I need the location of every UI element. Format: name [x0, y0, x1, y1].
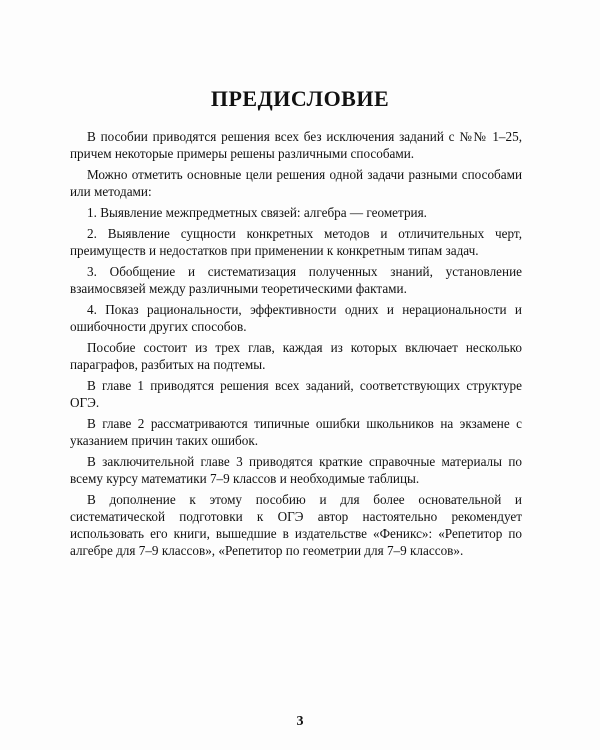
paragraph-chapter-2: В главе 2 рассматриваются типичные ошибки школьников на экзамене с указанием причин таких ошибок. — [70, 416, 522, 448]
paragraph-intro: В пособии приводятся решения всех без исключения заданий с №№ 1–25, причем некоторые примеры решены различными способами. — [70, 129, 522, 161]
paragraph-goal-1: 1. Выявление межпредметных связей: алгебра — геометрия. — [87, 205, 427, 220]
preface-body — [70, 128, 522, 563]
page-number: 3 — [296, 714, 304, 729]
paragraph-goal-3: 3. Обобщение и систематизация полученных знаний, установление взаимосвязей между различными теоретическими фактами. — [70, 264, 522, 296]
paragraph-goal-4: 4. Показ рациональности, эффективности одних и нерациональности и ошибочности других способов. — [70, 302, 522, 334]
paragraph-goals-intro: Можно отметить основные цели решения одной задачи разными способами или методами: — [70, 167, 522, 199]
paragraph-chapter-1: В главе 1 приводятся решения всех заданий, соответствующих структуре ОГЭ. — [70, 378, 522, 410]
paragraph-chapter-3: В заключительной главе 3 приводятся краткие справочные материалы по всему курсу математики 7–9 классов и необходимые таблицы. — [70, 454, 522, 486]
paragraph-structure: Пособие состоит из трех глав, каждая из которых включает несколько параграфов, разбитых на подтемы. — [70, 340, 522, 372]
page-title: ПРЕДИСЛОВИЕ — [210, 86, 390, 111]
paragraph-goal-2: 2. Выявление сущности конкретных методов и отличительных черт, преимуществ и недостатков при применении к конкретным типам задач. — [70, 226, 522, 258]
paragraph-recommendation: В дополнение к этому пособию и для более основательной и систематической подготовки к ОГЭ автор настоятельно рекомендует использовать его книги, вышедшие в издательстве «Феникс»: «Репетитор по алгебре для 7–9 классов», «Репетитор по геометрии для 7–9 классов». — [70, 492, 522, 558]
